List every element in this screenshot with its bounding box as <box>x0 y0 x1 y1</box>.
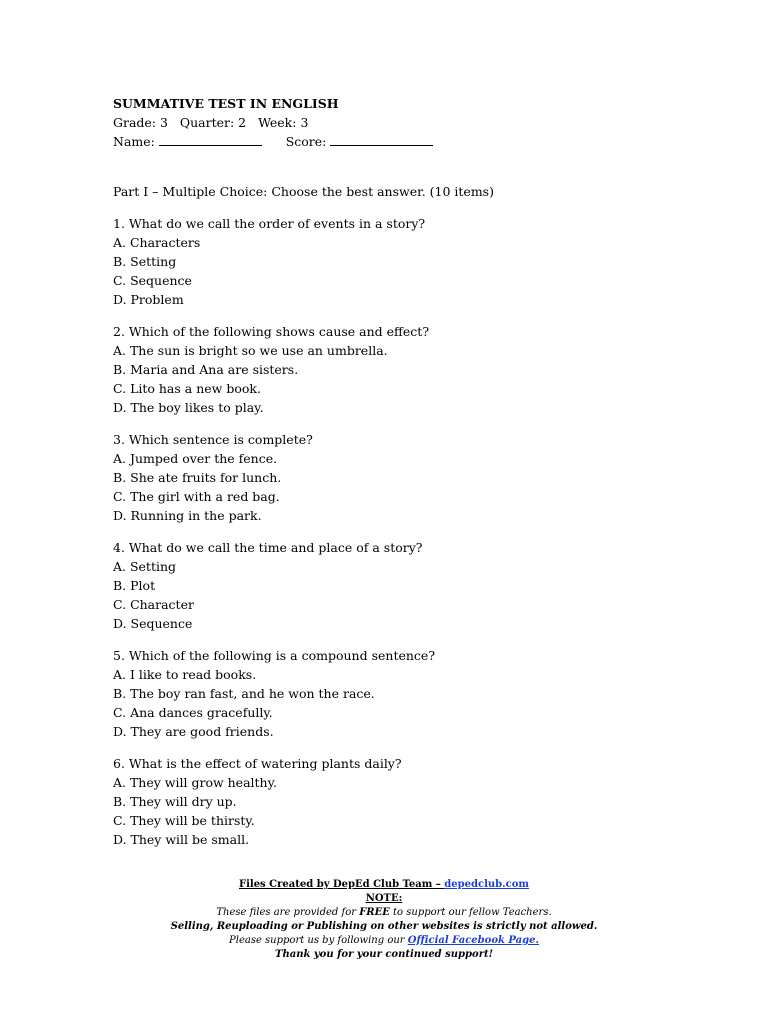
footer-line1-pre: These files are provided for <box>216 907 360 918</box>
answer-choice: B. The boy ran fast, and he won the race. <box>113 686 375 701</box>
answer-choice: C. Sequence <box>113 273 192 288</box>
week-label: Week: 3 <box>258 115 309 130</box>
test-body <box>113 94 713 849</box>
footer-line2: Selling, Reuploading or Publishing on other websites is strictly not allowed. <box>170 921 598 932</box>
question-stem: 5. Which of the following is a compound sentence? <box>113 648 436 663</box>
score-blank[interactable] <box>330 133 433 146</box>
footer-line1-post: to support our fellow Teachers. <box>389 907 552 918</box>
question-list <box>113 214 713 849</box>
question-stem: 4. What do we call the time and place of a story? <box>113 540 423 555</box>
footer-line1-free: FREE <box>359 907 390 918</box>
answer-choice: D. Sequence <box>113 616 193 631</box>
question-item <box>113 430 713 525</box>
answer-choice: C. Lito has a new book. <box>113 381 261 396</box>
question-item <box>113 754 713 849</box>
answer-choice: B. Plot <box>113 578 156 593</box>
answer-choice: D. The boy likes to play. <box>113 400 264 415</box>
footer-line1 <box>0 906 768 920</box>
answer-choice: A. The sun is bright so we use an umbrella. <box>113 343 388 358</box>
question-stem: 6. What is the effect of watering plants daily? <box>113 756 402 771</box>
footer-notice <box>0 878 768 962</box>
facebook-page-link[interactable]: Official Facebook Page. <box>407 935 539 946</box>
part1-instruction: Part I – Multiple Choice: Choose the best answer. (10 items) <box>113 184 494 199</box>
answer-choice: B. They will dry up. <box>113 794 237 809</box>
footer-created-by-text: Files Created by DepEd Club Team – <box>239 879 445 890</box>
name-score-line <box>113 132 713 151</box>
answer-choice: C. The girl with a red bag. <box>113 489 280 504</box>
test-title: SUMMATIVE TEST IN ENGLISH <box>113 96 339 111</box>
answer-choice: A. I like to read books. <box>113 667 257 682</box>
site-link[interactable]: depedclub.com <box>444 879 529 890</box>
answer-choice: A. Setting <box>113 559 177 574</box>
answer-choice: A. They will grow healthy. <box>113 775 277 790</box>
quarter-label: Quarter: 2 <box>179 115 247 130</box>
name-blank[interactable] <box>159 133 262 146</box>
answer-choice: D. Running in the park. <box>113 508 262 523</box>
footer-line3 <box>0 934 768 948</box>
answer-choice: A. Characters <box>113 235 201 250</box>
question-item <box>113 538 713 633</box>
answer-choice: C. Character <box>113 597 194 612</box>
question-item <box>113 322 713 417</box>
question-stem: 3. Which sentence is complete? <box>113 432 313 447</box>
question-stem: 2. Which of the following shows cause and effect? <box>113 324 430 339</box>
grade-label: Grade: 3 <box>113 115 168 130</box>
answer-choice: B. Setting <box>113 254 177 269</box>
question-item <box>113 646 713 741</box>
score-label: Score: <box>285 134 327 149</box>
footer-created-by <box>0 878 768 892</box>
answer-choice: C. Ana dances gracefully. <box>113 705 273 720</box>
answer-choice: B. Maria and Ana are sisters. <box>113 362 299 377</box>
footer-note: NOTE: <box>365 893 403 904</box>
answer-choice: D. They will be small. <box>113 832 250 847</box>
answer-choice: D. Problem <box>113 292 184 307</box>
answer-choice: C. They will be thirsty. <box>113 813 255 828</box>
answer-choice: B. She ate fruits for lunch. <box>113 470 282 485</box>
question-item <box>113 214 713 309</box>
footer-line3-pre: Please support us by following our <box>229 935 408 946</box>
footer-line4: Thank you for your continued support! <box>275 949 493 960</box>
grade-quarter-week-line <box>113 113 713 132</box>
question-stem: 1. What do we call the order of events in a story? <box>113 216 426 231</box>
answer-choice: D. They are good friends. <box>113 724 274 739</box>
name-label: Name: <box>113 134 155 149</box>
answer-choice: A. Jumped over the fence. <box>113 451 278 466</box>
